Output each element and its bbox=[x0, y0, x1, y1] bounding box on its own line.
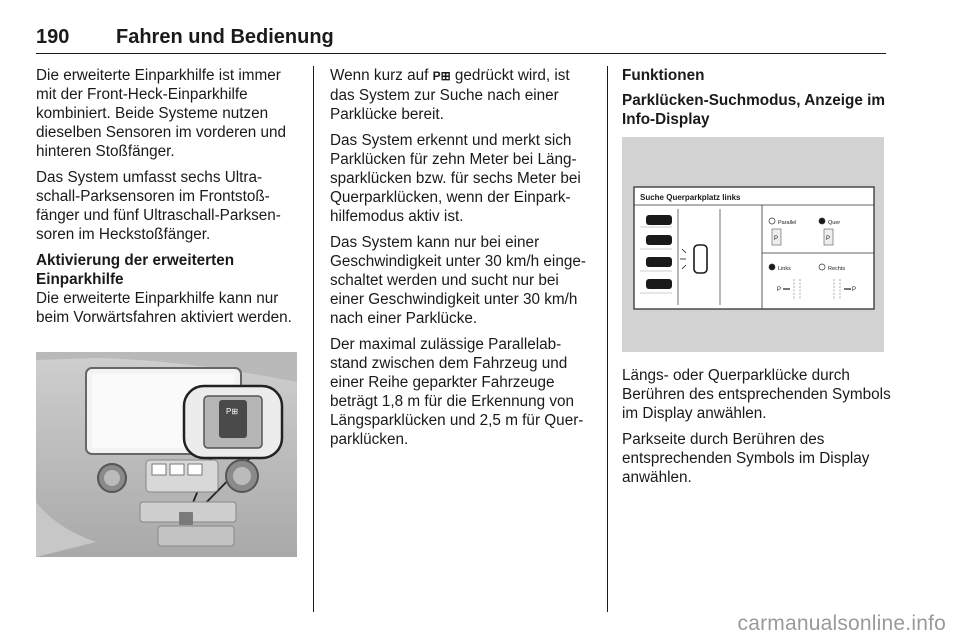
option-parallel: Parallel bbox=[778, 220, 797, 226]
paragraph-distance: Der maximal zulässige Parallelab-stand zwischen dem Fahrzeug und einer Reihe geparkter Fahrzeuge beträgt 1,8 m für die Erkennung von Längsparklücken und 2,5 m für Quer-parklücken. bbox=[330, 336, 584, 448]
own-vehicle bbox=[694, 245, 707, 273]
display-title: Suche Querparkplatz links bbox=[640, 193, 741, 202]
paragraph-button-press-pre: Wenn kurz auf bbox=[330, 67, 433, 84]
heading-search-mode: Parklücken-Suchmodus, Anzeige im Info-Display bbox=[622, 92, 885, 128]
paragraph-intro: Die erweiterte Einparkhilfe ist immer mit der Front-Heck-Einparkhilfe kombiniert. Beide Systeme nutzen dieselben Sensoren im vorderen und hinteren Stoßfänger. bbox=[36, 67, 287, 160]
option-quer: Quer bbox=[828, 220, 841, 226]
paragraph-sensors: Das System umfasst sechs Ultra-schall-Parksensoren im Frontstoß-fänger und fünf Ultraschall-Parksen-soren im Heckstoßfänger. bbox=[36, 169, 281, 243]
paragraph-activation: Die erweiterte Einparkhilfe kann nur beim Vorwärtsfahren aktiviert werden. bbox=[36, 290, 292, 326]
option-rechts: Rechts bbox=[828, 266, 846, 272]
column-3 bbox=[622, 66, 892, 494]
paragraph-button-press bbox=[330, 66, 592, 124]
page-number: 190 bbox=[36, 26, 70, 48]
parked-car-4 bbox=[646, 279, 672, 289]
paragraph-button-press-post: gedrückt wird, ist das System zur Suche nach einer Parklücke bereit. bbox=[330, 67, 570, 123]
chapter-title: Fahren und Bedienung bbox=[116, 26, 334, 48]
heading-activation: Aktivierung der erweiterten Einparkhilfe bbox=[36, 252, 235, 288]
radio-parallel bbox=[769, 218, 775, 224]
radio-quer bbox=[819, 218, 825, 224]
parked-car-1 bbox=[646, 215, 672, 225]
parking-assist-icon: P⊞ bbox=[432, 69, 451, 83]
side-right-p: P bbox=[852, 287, 857, 293]
option-links: Links bbox=[778, 266, 791, 272]
paragraph-detection: Das System erkennt und merkt sich Parklücken für zehn Meter bei Läng-sparklücken bzw. für sechs Meter bei Querparklücken, wenn der Einpark-hilfemodus aktiv ist. bbox=[330, 132, 581, 225]
parked-car-2 bbox=[646, 235, 672, 245]
watermark: carmanualsonline.info bbox=[737, 612, 946, 635]
dashboard-illustration bbox=[36, 352, 297, 557]
column-1 bbox=[36, 66, 301, 334]
info-display-illustration bbox=[622, 137, 884, 352]
radio-rechts bbox=[819, 264, 825, 270]
paragraph-speed: Das System kann nur bei einer Geschwindigkeit unter 30 km/h einge-schaltet werden und sucht nur bei einer Geschwindigkeit unter 30 km/h nach einer Parklücke. bbox=[330, 234, 586, 327]
side-left-p: P bbox=[777, 287, 782, 293]
paragraph-select-side: Parkseite durch Berühren des entsprechenden Symbols im Display anwählen. bbox=[622, 431, 870, 486]
page-header bbox=[36, 26, 886, 54]
icon-quer-p: P bbox=[826, 236, 831, 242]
paragraph-select-type: Längs- oder Querparklücke durch Berühren des entsprechenden Symbols im Display anwählen. bbox=[622, 367, 891, 422]
parked-car-3 bbox=[646, 257, 672, 267]
column-divider-2 bbox=[607, 66, 608, 612]
column-divider-1 bbox=[313, 66, 314, 612]
column-2 bbox=[330, 66, 592, 456]
svg-text:P⊞: P⊞ bbox=[226, 407, 239, 416]
icon-parallel-p: P bbox=[774, 236, 779, 242]
radio-links bbox=[769, 264, 775, 270]
heading-functions: Funktionen bbox=[622, 67, 705, 84]
